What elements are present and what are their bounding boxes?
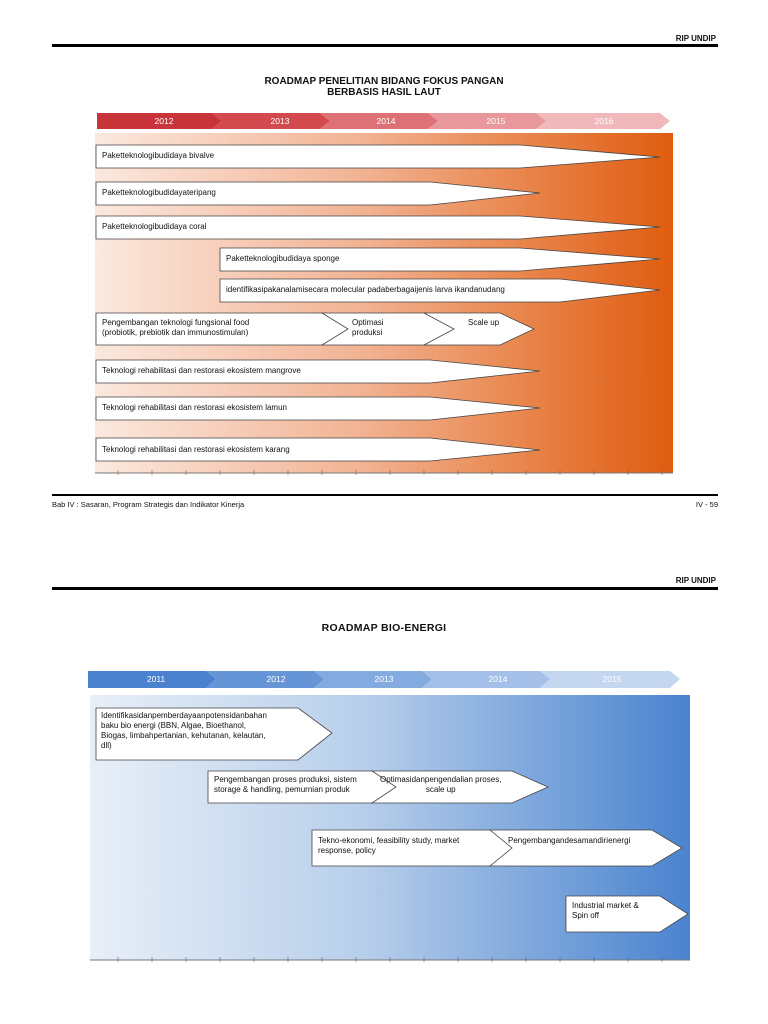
bar-text-lamun: Teknologi rehabilitasi dan restorasi ekosistem lamun: [102, 403, 287, 412]
year-label-2016: 2016: [594, 116, 614, 126]
header-label: RIP UNDIP: [675, 34, 716, 43]
header-label-page2: RIP UNDIP: [675, 576, 716, 585]
bar-text-optimasi-pengendalian: Optimasidanpengendalian proses, scale up: [380, 775, 502, 794]
year-label-2012-bio: 2012: [266, 674, 286, 684]
bar-text-coral: Paketteknologibudidaya coral: [102, 222, 207, 231]
year-label-2014-bio: 2014: [488, 674, 508, 684]
bar-text-bivalve: Paketteknologibudidaya bivalve: [102, 151, 215, 160]
bioenergi-title: ROADMAP BIO-ENERGI: [321, 622, 447, 634]
year-label-2012: 2012: [154, 116, 174, 126]
bar-text-mangrove: Teknologi rehabilitasi dan restorasi ekosistem mangrove: [102, 366, 301, 375]
bar-text-fungsional-food: Pengembangan teknologi fungsional food (probiotik, prebiotik dan immunostimulan): [102, 318, 250, 337]
bar-text-proses-produksi: Pengembangan proses produksi, sistem storage & handling, pemurnian produk: [214, 775, 357, 794]
footer-rule: [52, 494, 718, 496]
header-rule-page2: [52, 587, 718, 590]
year-label-2013-bio: 2013: [374, 674, 394, 684]
footer-chapter: Bab IV : Sasaran, Program Strategis dan Indikator Kinerja: [52, 500, 245, 509]
bar-text-industrial-market: Industrial market & Spin off: [572, 901, 639, 920]
year-label-2011: 2011: [146, 674, 166, 684]
bar-text-desa-mandiri-energi: Pengembangandesamandirienergi: [508, 836, 631, 845]
year-label-2014: 2014: [376, 116, 396, 126]
bar-text-teripang: Paketteknologibudidayateripang: [102, 188, 216, 197]
bar-text-identifikasi-bahan-baku: Identifikasidanpemberdayaanpotensidanbahan baku bio energi (BBN, Algae, Bioethanol, Biogas, limbahpertanian, kehutanan, kelautan, dll): [101, 711, 267, 750]
footer-page-number: IV - 59: [695, 500, 718, 509]
bar-text-tekno-ekonomi: Tekno-ekonomi, feasibility study, market response, policy: [318, 836, 460, 855]
bar-text-identifikasi-pakan: identifikasipakanalamisecara molecular padaberbagaijenis larva ikandanudang: [226, 285, 505, 294]
year-label-2015: 2015: [486, 116, 506, 126]
roadmap-title-line1: ROADMAP PENELITIAN BIDANG FOKUS PANGAN: [264, 76, 504, 87]
bar-text-karang: Teknologi rehabilitasi dan restorasi ekosistem karang: [102, 445, 290, 454]
year-label-2015-bio: 2015: [602, 674, 622, 684]
roadmap-title-line2: BERBASIS HASIL LAUT: [327, 87, 441, 98]
bar-text-scale-up: Scale up: [468, 318, 500, 327]
bar-text-optimasi-produksi: Optimasi produksi: [352, 318, 384, 337]
bar-text-sponge: Paketteknologibudidaya sponge: [226, 254, 340, 263]
year-label-2013: 2013: [270, 116, 290, 126]
